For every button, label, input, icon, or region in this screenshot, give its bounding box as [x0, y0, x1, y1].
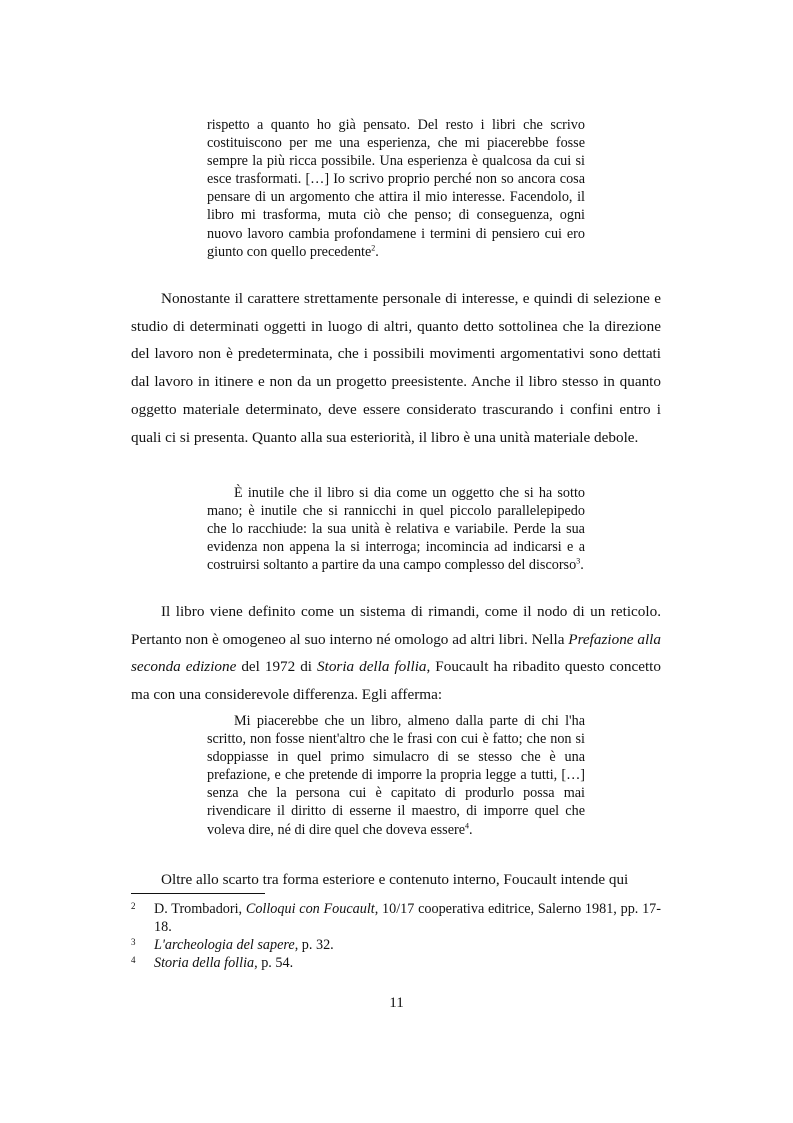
paragraph-3-text: Oltre allo scarto tra forma esteriore e contenuto interno, Foucault intende qui	[161, 871, 629, 888]
block-quote-2	[207, 484, 585, 574]
footnote-4	[131, 954, 661, 972]
footnote-number: 3	[131, 937, 136, 947]
italic-title-prefazione: Prefazione alla seconda edizione	[131, 630, 661, 676]
footnote-ref-3[interactable]: 3	[576, 556, 581, 566]
block-quote-2-body: È inutile che il libro si dia come un oggetto che si ha sotto mano; è inutile che si rannicchi in quel piccolo parallelepipedo che lo racchiude: la sua unità è relativa e variabile. Perde la sua evidenza non appena la si interroga; incomincia ad indicarsi e a costruirsi soltanto a partire da una campo complesso del discorso	[207, 485, 585, 574]
footnotes	[131, 900, 661, 972]
footnote-text: , 10/17 cooperativa editrice, Salerno 1981, pp. 17-18.	[154, 901, 661, 935]
footnote-3	[131, 936, 661, 954]
footnote-number: 4	[131, 955, 136, 965]
block-quote-3-body: Mi piacerebbe che un libro, almeno dalla parte di chi l'ha scritto, non fosse nient'altro che le frasi con cui è fatto; che non si sdoppiasse in quel primo simulacro di se stesso che è una prefazione, e che pretende di imporre la propria legge a tutti, […] senza che la persona cui è capitato di produrlo possa mai rivendicare il diritto di esserne il maestro, di imporre quel che voleva dire, né di dire quel che doveva essere	[207, 713, 585, 838]
italic-title-storia-della-follia: Storia della follia	[317, 658, 427, 676]
footnote-separator	[131, 893, 265, 894]
footnote-text: D. Trombadori,	[154, 901, 246, 917]
block-quote-2-text: È inutile che il libro si dia come un oggetto che si ha sotto mano; è inutile che si rannicchi in quel piccolo parallelepipedo che lo racchiude: la sua unità è relativa e variabile. Perde la sua evidenza non appena la si interroga; incomincia ad indicarsi e a costruirsi soltanto a partire da una campo complesso del discorso$^3$.	[207, 485, 585, 574]
paragraph-2	[131, 598, 661, 709]
block-quote-1	[207, 116, 585, 261]
footnote-ref-2[interactable]: 2	[371, 242, 376, 252]
paragraph-3	[131, 866, 661, 894]
footnote-italic-title: Colloqui con Foucault	[245, 901, 375, 917]
footnote-italic-title: L'archeologia del sapere	[154, 937, 295, 953]
page-number: 11	[389, 994, 404, 1011]
paragraph-2-part-1: Il libro viene definito come un sistema di rimandi, come il nodo di un reticolo. Pertanto non è omogeneo al suo interno né omologo ad altri libri. Nella	[131, 603, 661, 648]
footnote-italic-title: Storia della follia	[154, 955, 255, 971]
footnote-ref-4[interactable]: 4	[465, 820, 470, 830]
footnote-text: , p. 54.	[254, 955, 294, 971]
paragraph-2-part-2: del 1972 di	[236, 658, 317, 676]
block-quote-3	[207, 712, 585, 839]
footnote-number: 2	[131, 901, 136, 911]
block-quote-1-body: rispetto a quanto ho già pensato. Del resto i libri che scrivo costituiscono per me una esperienza, che mi piacerebbe fosse sempre la più ricca possibile. Una esperienza è qualcosa da cui si esce trasformati. […] Io scrivo proprio perché non so ancora cosa pensare di un argomento che attira il mio interesse. Facendolo, il libro mi trasforma, muta ciò che penso; di conseguenza, ogni nuovo lavoro cambia profondamene i termini di pensiero cui ero giunto con quello precedente	[207, 117, 585, 260]
paragraph-1-text: Nonostante il carattere strettamente personale di interesse, e quindi di selezione e studio di determinati oggetti in luogo di altri, quanto detto sottolinea che la direzione del lavoro non è predeterminata, che i possibili movimenti argomentativi sono dettati dal lavoro in itinere e non da un progetto preesistente. Anche il libro stesso in quanto oggetto materiale determinato, deve essere considerato trascurando i confini entro i quali ci si presenta. Quanto alla sua esteriorità, il libro è una unità materiale debole.	[131, 290, 661, 446]
footnote-text: , p. 32.	[294, 937, 334, 953]
block-quote-1-text: rispetto a quanto ho già pensato. Del resto i libri che scrivo costituiscono per me una esperienza, che mi piacerebbe fosse sempre la più ricca possibile. Una esperienza è qualcosa da cui si esce trasformati. […] Io scrivo proprio perché non so ancora cosa pensare di un argomento che attira il mio interesse. Facendolo, il libro mi trasforma, muta ciò che penso; di conseguenza, ogni nuovo lavoro cambia profondamene i termini di pensiero cui ero giunto con quello precedente$^2$.	[207, 117, 585, 260]
paragraph-2-part-3: , Foucault ha ribadito questo concetto ma con una considerevole differenza. Egli afferma:	[131, 658, 661, 704]
block-quote-3-text: Mi piacerebbe che un libro, almeno dalla parte di chi l'ha scritto, non fosse nient'altro che le frasi con cui è fatto; che non si sdoppiasse in quel primo simulacro di se stesso che è una prefazione, e che pretende di imporre la propria legge a tutti, […] senza che la persona cui è capitato di produrlo possa mai rivendicare il diritto di esserne il maestro, di imporre quel che voleva dire, né di dire quel che doveva essere$^4$.	[207, 713, 585, 838]
paragraph-1	[131, 285, 661, 451]
paragraph-2-text	[131, 598, 661, 709]
footnote-2	[131, 900, 661, 936]
